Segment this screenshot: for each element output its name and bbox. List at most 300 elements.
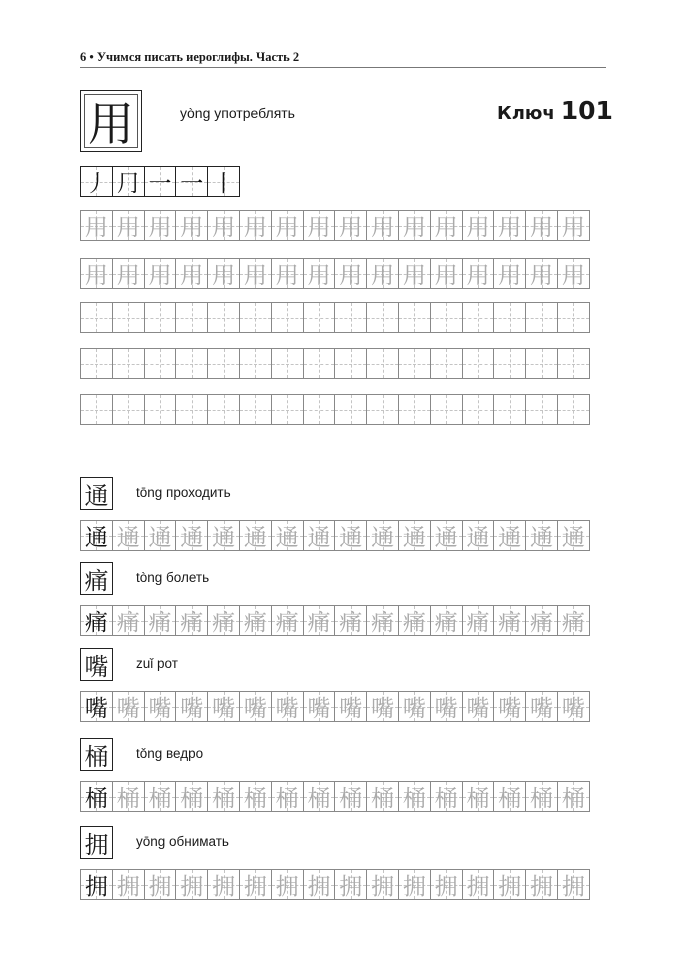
cell-character: 通 [275,525,299,551]
cell-character: 通 [307,525,331,551]
vocab-character: 拥 [84,831,109,859]
practice-row [80,605,589,636]
cell-character: 嘴 [466,696,490,722]
practice-cell [525,781,558,812]
practice-cell [175,302,208,333]
practice-cell [525,348,558,379]
practice-cell [271,210,304,241]
cell-character: 拥 [402,874,426,900]
practice-cell [207,258,240,289]
cell-character: 嘴 [84,696,108,722]
cell-character: 用 [339,263,363,289]
cell-character: 通 [339,525,363,551]
practice-row [80,348,589,379]
cell-character: 用 [243,215,267,241]
cell-character: 桶 [434,786,458,812]
cell-character: 桶 [466,786,490,812]
practice-cell [239,210,272,241]
practice-cell [303,869,336,900]
vocab-meaning: tòng болеть [136,570,210,585]
vocab-character: 桶 [84,743,109,771]
cell-character: 通 [243,525,267,551]
cell-character: 嘴 [530,696,554,722]
practice-cell [462,691,495,722]
practice-cell [557,869,590,900]
cell-character: 嘴 [116,696,140,722]
stroke-cell [207,166,240,197]
practice-cell [144,781,177,812]
cell-character: 嘴 [243,696,267,722]
practice-cell [557,210,590,241]
cell-character: 桶 [561,786,585,812]
practice-cell [271,258,304,289]
cell-character: 桶 [116,786,140,812]
practice-cell [493,520,526,551]
practice-cell [112,781,145,812]
cell-character: 通 [561,525,585,551]
practice-cell [525,869,558,900]
cell-character: 通 [212,525,236,551]
cell-character: 用 [402,215,426,241]
cell-character: 用 [180,263,204,289]
cell-character: 痛 [561,610,585,636]
cell-character: 拥 [148,874,172,900]
practice-cell [112,691,145,722]
practice-cell [334,691,367,722]
cell-character: 痛 [212,610,236,636]
practice-cell [303,691,336,722]
cell-character: 嘴 [498,696,522,722]
practice-cell [239,520,272,551]
practice-cell [80,348,113,379]
practice-cell [239,691,272,722]
practice-cell [334,520,367,551]
practice-cell [366,394,399,425]
practice-cell [334,348,367,379]
practice-cell [430,605,463,636]
practice-cell [175,781,208,812]
cell-character: 用 [466,215,490,241]
practice-cell [462,869,495,900]
cell-character: 拥 [339,874,363,900]
vocab-meaning: yōng обнимать [136,834,229,849]
cell-character: 用 [371,263,395,289]
practice-cell [334,302,367,333]
practice-cell [557,394,590,425]
cell-character: 拥 [116,874,140,900]
practice-cell [398,691,431,722]
cell-character: 拥 [84,874,108,900]
practice-cell [398,394,431,425]
practice-cell [112,348,145,379]
key-word: Ключ [497,103,555,124]
practice-cell [207,394,240,425]
cell-character: 用 [275,215,299,241]
practice-cell [462,348,495,379]
cell-character: 用 [275,263,299,289]
practice-cell [112,869,145,900]
cell-character: 桶 [498,786,522,812]
cell-character: 痛 [371,610,395,636]
practice-cell [144,394,177,425]
practice-cell [175,869,208,900]
practice-cell [430,302,463,333]
practice-cell [493,869,526,900]
cell-character: 嘴 [307,696,331,722]
practice-cell [175,258,208,289]
header-rule [80,67,606,68]
practice-row [80,302,589,333]
practice-cell [303,210,336,241]
practice-cell [334,258,367,289]
practice-cell [271,394,304,425]
cell-character: 痛 [243,610,267,636]
practice-row [80,781,589,812]
practice-cell [175,605,208,636]
practice-cell [334,394,367,425]
cell-character: 用 [339,215,363,241]
cell-character: 用 [498,263,522,289]
cell-character: 桶 [339,786,363,812]
practice-cell [557,258,590,289]
practice-cell [525,394,558,425]
practice-cell [144,302,177,333]
cell-character: 嘴 [402,696,426,722]
practice-cell [525,605,558,636]
cell-character: 用 [307,215,331,241]
practice-cell [493,691,526,722]
practice-cell [493,258,526,289]
practice-cell [366,691,399,722]
practice-cell [430,210,463,241]
practice-cell [366,605,399,636]
practice-cell [430,394,463,425]
practice-cell [112,394,145,425]
cell-character: 嘴 [434,696,458,722]
page-header-title: 6 • Учимся писать иероглифы. Часть 2 [80,50,300,64]
practice-cell [144,605,177,636]
practice-cell [271,348,304,379]
cell-character: 丿 [84,171,108,197]
cell-character: 用 [243,263,267,289]
cell-character: 痛 [116,610,140,636]
stroke-order-row [80,166,239,197]
practice-cell [493,781,526,812]
cell-character: 拥 [371,874,395,900]
practice-cell [303,302,336,333]
vocab-character: 通 [84,482,109,510]
practice-cell [334,210,367,241]
cell-character: 拥 [307,874,331,900]
cell-character: 用 [402,263,426,289]
cell-character: 拥 [498,874,522,900]
cell-character: 拥 [212,874,236,900]
practice-cell [144,520,177,551]
practice-cell [303,781,336,812]
practice-cell [271,520,304,551]
practice-cell [398,258,431,289]
practice-cell [462,394,495,425]
cell-character: 用 [84,263,108,289]
practice-cell [398,605,431,636]
practice-cell [366,258,399,289]
cell-character: 痛 [148,610,172,636]
cell-character: 通 [402,525,426,551]
cell-character: 通 [116,525,140,551]
cell-character: 痛 [466,610,490,636]
practice-cell [334,605,367,636]
practice-row [80,210,589,241]
cell-character: 嘴 [371,696,395,722]
practice-cell [80,605,113,636]
cell-character: 丨 [212,171,236,197]
cell-character: 桶 [148,786,172,812]
cell-character: 桶 [180,786,204,812]
cell-character: 痛 [180,610,204,636]
practice-cell [303,348,336,379]
practice-cell [80,302,113,333]
practice-cell [525,258,558,289]
cell-character: 痛 [275,610,299,636]
practice-row [80,520,589,551]
practice-cell [366,348,399,379]
practice-cell [207,302,240,333]
cell-character: 桶 [212,786,236,812]
vocab-character-box [80,648,113,681]
practice-cell [334,781,367,812]
practice-cell [398,302,431,333]
practice-cell [430,520,463,551]
cell-character: 拥 [530,874,554,900]
practice-cell [462,781,495,812]
practice-cell [112,520,145,551]
cell-character: 桶 [275,786,299,812]
practice-cell [557,691,590,722]
practice-cell [462,258,495,289]
cell-character: 用 [561,215,585,241]
practice-cell [271,869,304,900]
practice-cell [239,869,272,900]
practice-cell [80,869,113,900]
cell-character: 用 [561,263,585,289]
cell-character: 拥 [466,874,490,900]
cell-character: 用 [307,263,331,289]
practice-cell [207,691,240,722]
key-label [497,96,613,125]
cell-character: 用 [530,263,554,289]
cell-character: 痛 [498,610,522,636]
practice-cell [557,302,590,333]
cell-character: 通 [434,525,458,551]
practice-cell [175,210,208,241]
practice-cell [112,302,145,333]
cell-character: 桶 [402,786,426,812]
practice-cell [366,520,399,551]
cell-character: 通 [148,525,172,551]
practice-cell [525,520,558,551]
practice-cell [398,869,431,900]
practice-cell [493,210,526,241]
key-number: 101 [560,96,613,125]
practice-row [80,258,589,289]
cell-character: 通 [84,525,108,551]
practice-cell [557,348,590,379]
stroke-cell [80,166,113,197]
practice-cell [430,348,463,379]
practice-cell [271,302,304,333]
cell-character: 拥 [434,874,458,900]
cell-character: 用 [148,263,172,289]
practice-cell [112,258,145,289]
practice-cell [239,258,272,289]
practice-cell [239,348,272,379]
page-header [80,50,606,66]
practice-cell [366,302,399,333]
cell-character: 嘴 [339,696,363,722]
practice-row [80,394,589,425]
cell-character: 嘴 [148,696,172,722]
practice-cell [557,781,590,812]
cell-character: 用 [212,263,236,289]
practice-cell [175,348,208,379]
cell-character: 用 [116,215,140,241]
practice-cell [207,348,240,379]
cell-character: ⺆ [116,171,140,197]
practice-cell [334,869,367,900]
practice-cell [80,691,113,722]
practice-cell [239,394,272,425]
practice-cell [430,781,463,812]
vocab-character: 嘴 [84,653,109,681]
stroke-cell [175,166,208,197]
practice-cell [366,210,399,241]
practice-cell [271,781,304,812]
cell-character: 通 [466,525,490,551]
stroke-cell [112,166,145,197]
practice-cell [80,781,113,812]
cell-character: 一 [148,171,172,197]
practice-cell [493,302,526,333]
cell-character: 拥 [243,874,267,900]
cell-character: 一 [180,171,204,197]
practice-cell [80,210,113,241]
practice-cell [271,605,304,636]
cell-character: 拥 [561,874,585,900]
practice-cell [80,394,113,425]
main-meaning: yòng употреблять [180,105,295,121]
cell-character: 桶 [307,786,331,812]
practice-cell [239,781,272,812]
stroke-cell [144,166,177,197]
vocab-meaning: tǒng ведро [136,746,204,761]
cell-character: 痛 [307,610,331,636]
cell-character: 用 [212,215,236,241]
vocab-character-box [80,562,113,595]
cell-character: 痛 [402,610,426,636]
vocab-character-box [80,738,113,771]
cell-character: 嘴 [275,696,299,722]
cell-character: 用 [434,215,458,241]
practice-cell [462,302,495,333]
cell-character: 通 [530,525,554,551]
practice-cell [112,210,145,241]
practice-cell [144,691,177,722]
cell-character: 嘴 [180,696,204,722]
practice-cell [462,520,495,551]
cell-character: 用 [116,263,140,289]
cell-character: 痛 [339,610,363,636]
cell-character: 用 [498,215,522,241]
practice-cell [462,210,495,241]
cell-character: 用 [84,215,108,241]
practice-cell [303,258,336,289]
practice-cell [175,520,208,551]
practice-cell [430,691,463,722]
cell-character: 桶 [243,786,267,812]
practice-cell [80,520,113,551]
cell-character: 用 [530,215,554,241]
cell-character: 通 [180,525,204,551]
main-character-box [80,90,142,152]
practice-cell [144,258,177,289]
practice-cell [175,394,208,425]
vocab-character-box [80,826,113,859]
vocab-meaning: zuǐ рот [136,656,178,671]
cell-character: 用 [434,263,458,289]
cell-character: 通 [498,525,522,551]
practice-cell [239,302,272,333]
practice-cell [493,394,526,425]
cell-character: 桶 [371,786,395,812]
cell-character: 嘴 [212,696,236,722]
main-character: 用 [88,97,134,151]
practice-row [80,691,589,722]
practice-cell [112,605,145,636]
cell-character: 拥 [275,874,299,900]
practice-cell [303,605,336,636]
cell-character: 痛 [84,610,108,636]
cell-character: 通 [371,525,395,551]
practice-cell [525,691,558,722]
cell-character: 痛 [530,610,554,636]
cell-character: 用 [148,215,172,241]
cell-character: 嘴 [561,696,585,722]
practice-cell [430,869,463,900]
cell-character: 拥 [180,874,204,900]
practice-cell [144,869,177,900]
vocab-character: 痛 [84,567,109,595]
practice-row [80,869,589,900]
cell-character: 用 [371,215,395,241]
practice-cell [398,210,431,241]
vocab-meaning: tōng проходить [136,485,231,500]
cell-character: 桶 [84,786,108,812]
practice-cell [366,781,399,812]
practice-cell [80,258,113,289]
practice-cell [207,781,240,812]
practice-cell [525,302,558,333]
cell-character: 痛 [434,610,458,636]
practice-cell [144,210,177,241]
practice-cell [525,210,558,241]
practice-cell [493,605,526,636]
practice-cell [303,520,336,551]
practice-cell [239,605,272,636]
practice-cell [398,348,431,379]
practice-cell [398,520,431,551]
practice-cell [144,348,177,379]
practice-cell [207,210,240,241]
